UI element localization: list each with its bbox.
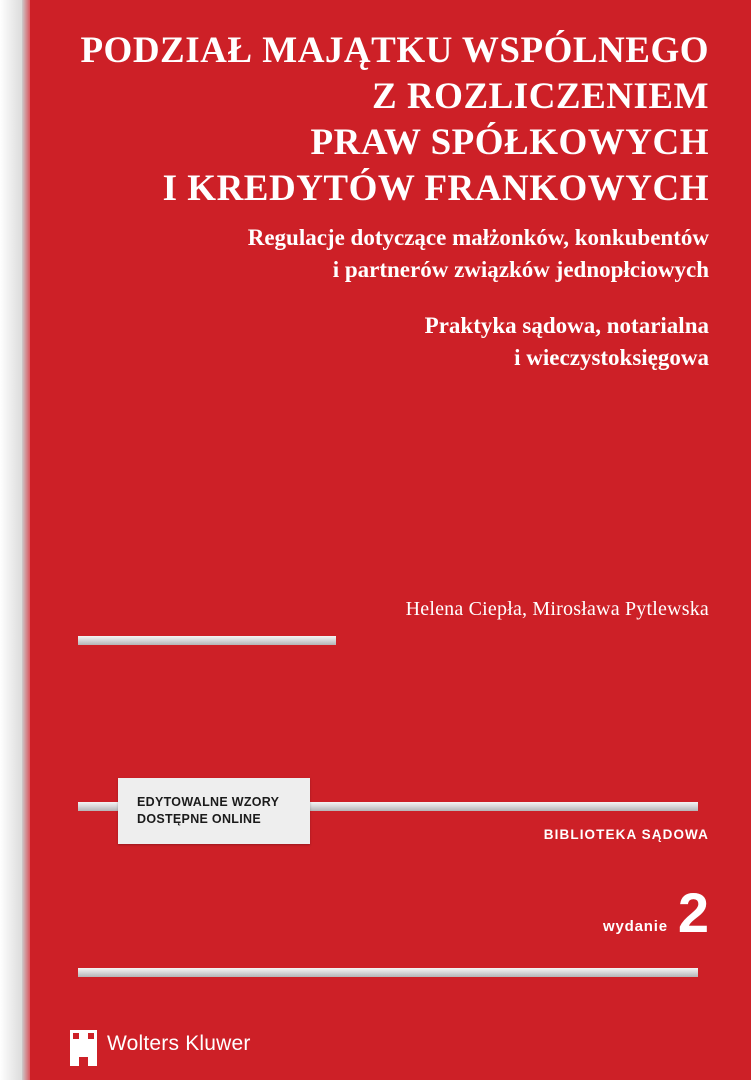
cover-spine-shadow bbox=[22, 0, 30, 1080]
status-badge bbox=[118, 778, 310, 844]
edition-number: 2 bbox=[677, 881, 709, 944]
authors: Helena Ciepła, Mirosława Pytlewska bbox=[405, 598, 709, 620]
edition-block bbox=[603, 881, 709, 944]
publisher-name: Wolters Kluwer bbox=[107, 1031, 251, 1055]
page-title bbox=[79, 28, 709, 212]
title-line-4: I KREDYTÓW FRANKOWYCH bbox=[162, 168, 709, 209]
series-name: BIBLIOTEKA SĄDOWA bbox=[543, 827, 709, 842]
subtitle-secondary bbox=[69, 310, 709, 374]
title-line-2: Z ROZLICZENIEM bbox=[372, 76, 709, 117]
cover-spine bbox=[0, 0, 22, 1080]
decorative-bar-bottom bbox=[78, 968, 698, 977]
subtitle-line-1: Regulacje dotyczące małżonków, konkubentów bbox=[247, 225, 709, 250]
subtitle-line-2: i partnerów związków jednopłciowych bbox=[332, 257, 709, 282]
subtitle2-line-2: i wieczystoksięgowa bbox=[514, 345, 709, 370]
decorative-bar-top bbox=[78, 636, 336, 645]
edition-label: wydanie bbox=[603, 918, 668, 935]
subtitle2-line-1: Praktyka sądowa, notarialna bbox=[424, 313, 709, 338]
subtitle-primary bbox=[69, 222, 709, 286]
title-line-3: PRAW SPÓŁKOWYCH bbox=[310, 122, 709, 163]
badge-line-1: EDYTOWALNE WZORY bbox=[137, 795, 280, 809]
publisher bbox=[70, 1030, 251, 1057]
title-line-1: PODZIAŁ MAJĄTKU WSPÓLNEGO bbox=[80, 30, 709, 71]
wolters-kluwer-logo-icon bbox=[70, 1030, 97, 1057]
badge-line-2: DOSTĘPNE ONLINE bbox=[137, 812, 261, 826]
